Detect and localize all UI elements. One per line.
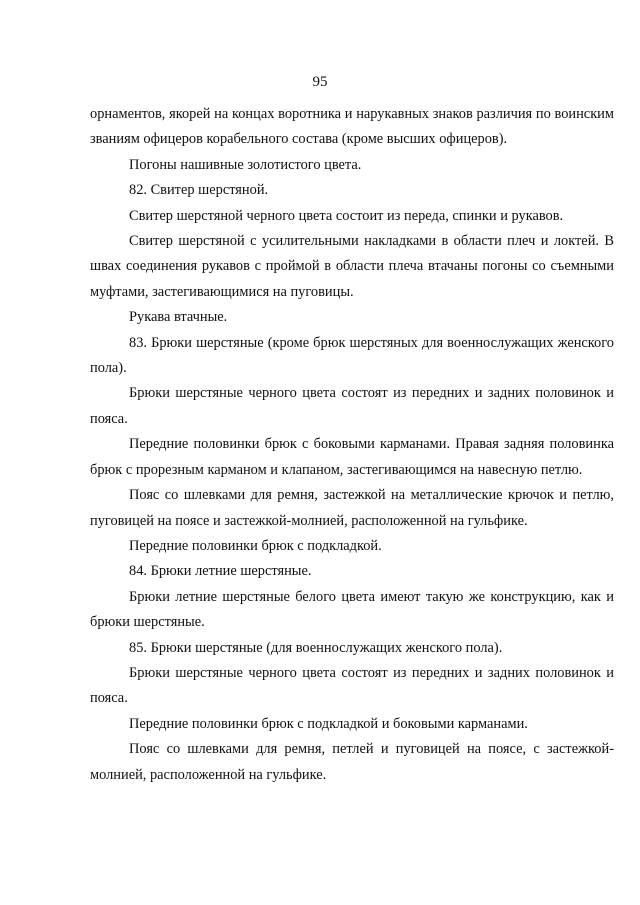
paragraph: Пояс со шлевками для ремня, застежкой на металлические крючок и петлю, пуговицей на поясе и застежкой-молнией, расположенной на гульфике. [90, 487, 614, 529]
page-number: 95 [312, 74, 328, 90]
paragraph: Брюки шерстяные черного цвета состоят из передних и задних половинок и пояса. [90, 664, 614, 707]
paragraph: Рукава втачные. [129, 309, 228, 326]
paragraph: Погоны нашивные золотистого цвета. [129, 156, 362, 173]
paragraph: Свитер шерстяной с усилительными накладками в области плеч и локтей. В швах соединения рукавов с проймой в области плеча втачаны погоны со съемными муфтами, застегивающимися на пуговицы. [90, 233, 614, 300]
paragraph: Передние половинки брюк с подкладкой. [129, 537, 382, 554]
section-heading-84: 84. Брюки летние шерстяные. [129, 563, 312, 580]
document-body [90, 102, 614, 788]
paragraph: Свитер шерстяной черного цвета состоит из переда, спинки и рукавов. [129, 207, 564, 224]
section-heading-85: 85. Брюки шерстяные (для военнослужащих женского пола). [129, 639, 503, 656]
paragraph: Передние половинки брюк с подкладкой и боковыми карманами. [129, 715, 528, 732]
section-heading-83: 83. Брюки шерстяные (кроме брюк шерстяных для военнослужащих женского пола). [90, 334, 614, 377]
paragraph-continuation: орнаментов, якорей на концах воротника и нарукавных знаков различия по воинским званиям офицеров корабельного состава (кроме высших офицеров). [90, 106, 614, 148]
paragraph: Брюки летние шерстяные белого цвета имеют такую же конструкцию, как и брюки шерстяные. [90, 588, 614, 631]
paragraph: Брюки шерстяные черного цвета состоят из передних и задних половинок и пояса. [90, 385, 614, 427]
paragraph: Пояс со шлевками для ремня, петлей и пуговицей на поясе, с застежкой-молнией, расположенной на гульфике. [90, 741, 614, 783]
section-heading-82: 82. Свитер шерстяной. [129, 182, 269, 199]
paragraph: Передние половинки брюк с боковыми карманами. Правая задняя половинка брюк с прорезным карманом и клапаном, застегивающимся на навесную петлю. [90, 436, 614, 478]
